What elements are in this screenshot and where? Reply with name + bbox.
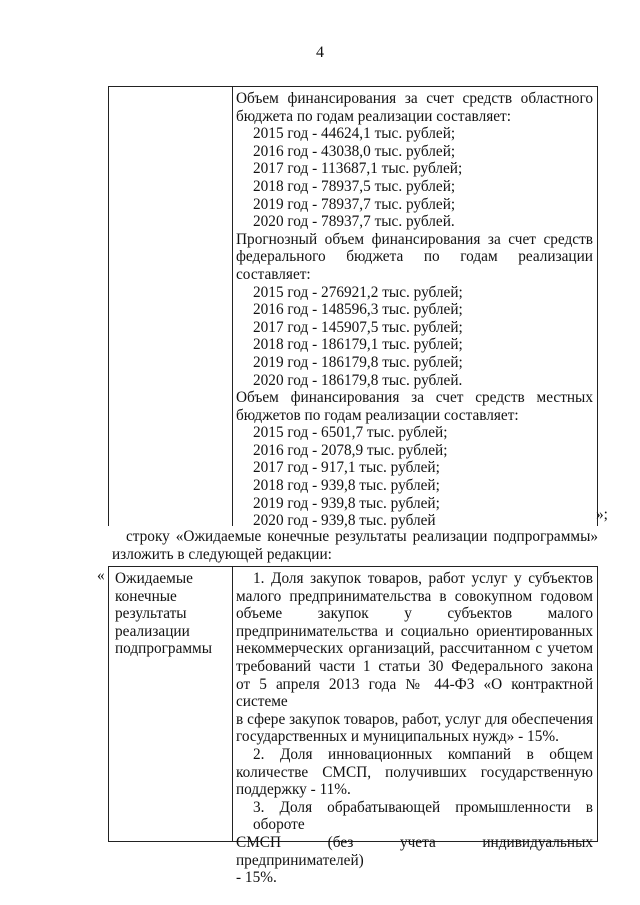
year-line: 2019 год - 186179,8 тыс. рублей; bbox=[253, 353, 463, 371]
year-line: 2020 год - 186179,8 тыс. рублей. bbox=[253, 371, 463, 389]
results-content bbox=[236, 570, 593, 887]
financing-content bbox=[236, 90, 593, 530]
page-number: 4 bbox=[316, 44, 324, 61]
amendment-paragraph bbox=[112, 528, 598, 563]
year-line: 2017 год - 145907,5 тыс. рублей; bbox=[253, 318, 463, 336]
item-line: - 15%. bbox=[236, 869, 277, 887]
column-divider bbox=[232, 567, 233, 841]
item-line: 3. Доля обрабатывающей промышленности в обороте bbox=[253, 798, 593, 834]
item-line: предпринимательства и социально ориентированных bbox=[236, 622, 593, 640]
item-line: количестве СМСП, получивших государственную bbox=[236, 763, 593, 781]
year-line: 2018 год - 186179,1 тыс. рублей; bbox=[253, 336, 463, 354]
paragraph-line: строку «Ожидаемые конечные результаты реализации подпрограммы» bbox=[126, 528, 598, 545]
item-line: от 5 апреля 2013 года № 44-ФЗ «О контрактной системе bbox=[236, 675, 593, 711]
item-line: государственных и муниципальных нужд» - 15%. bbox=[236, 728, 559, 746]
block3-line: Объем финансирования за счет средств местных bbox=[236, 389, 593, 407]
item-line: малого предпринимательства в совокупном годовом bbox=[236, 587, 593, 605]
column-divider bbox=[232, 87, 233, 526]
year-line: 2019 год - 939,8 тыс. рублей; bbox=[253, 494, 440, 512]
year-line: 2018 год - 78937,5 тыс. рублей; bbox=[253, 177, 456, 195]
block2-line: составляет: bbox=[236, 265, 311, 283]
results-label bbox=[115, 570, 227, 658]
year-line: 2015 год - 44624,1 тыс. рублей; bbox=[253, 125, 456, 143]
year-line: 2016 год - 2078,9 тыс. рублей; bbox=[253, 441, 448, 459]
year-line: 2017 год - 113687,1 тыс. рублей; bbox=[253, 160, 463, 178]
label-line: реализации bbox=[115, 622, 190, 640]
block1-line: Объем финансирования за счет средств областного bbox=[236, 90, 593, 107]
item-line: требований части 1 статьи 30 Федерального закона bbox=[236, 657, 593, 675]
year-line: 2016 год - 148596,3 тыс. рублей; bbox=[253, 301, 463, 319]
year-line: 2016 год - 43038,0 тыс. рублей; bbox=[253, 142, 456, 160]
label-line: подпрограммы bbox=[115, 640, 213, 658]
item-line: некоммерческих организаций, рассчитанном с учетом bbox=[236, 640, 593, 658]
label-line: результаты bbox=[115, 605, 187, 623]
item-line: в сфере закупок товаров, работ, услуг для обеспечения bbox=[236, 710, 593, 728]
year-line: 2020 год - 78937,7 тыс. рублей. bbox=[253, 213, 455, 231]
block3-line: бюджетов по годам реализации составляет: bbox=[236, 406, 519, 424]
opening-quote: « bbox=[97, 567, 105, 584]
closing-quote: »; bbox=[596, 506, 608, 523]
item-line: объеме закупок у субъектов малого bbox=[236, 605, 593, 623]
block2-line: федерального бюджета по годам реализации bbox=[236, 248, 593, 266]
paragraph-line: изложить в следующей редакции: bbox=[112, 545, 332, 563]
year-line: 2015 год - 276921,2 тыс. рублей; bbox=[253, 283, 463, 301]
financing-table bbox=[108, 86, 598, 530]
block1-line: бюджета по годам реализации составляет: bbox=[236, 107, 511, 125]
year-line: 2018 год - 939,8 тыс. рублей; bbox=[253, 477, 440, 495]
item-line: 2. Доля инновационных компаний в общем bbox=[253, 745, 593, 763]
results-table bbox=[108, 566, 598, 887]
block2-line: Прогнозный объем финансирования за счет средств bbox=[236, 230, 593, 248]
year-line: 2020 год - 939,8 тыс. рублей bbox=[253, 512, 436, 530]
item-line: СМСП (без учета индивидуальных предпринимателей) bbox=[236, 833, 593, 869]
label-line: Ожидаемые bbox=[115, 570, 193, 587]
label-line: конечные bbox=[115, 587, 177, 605]
item-line: 1. Доля закупок товаров, работ услуг у субъектов bbox=[253, 570, 593, 587]
item-line: поддержку - 11%. bbox=[236, 781, 351, 799]
year-line: 2015 год - 6501,7 тыс. рублей; bbox=[253, 424, 448, 442]
year-line: 2017 год - 917,1 тыс. рублей; bbox=[253, 459, 440, 477]
year-line: 2019 год - 78937,7 тыс. рублей; bbox=[253, 195, 456, 213]
